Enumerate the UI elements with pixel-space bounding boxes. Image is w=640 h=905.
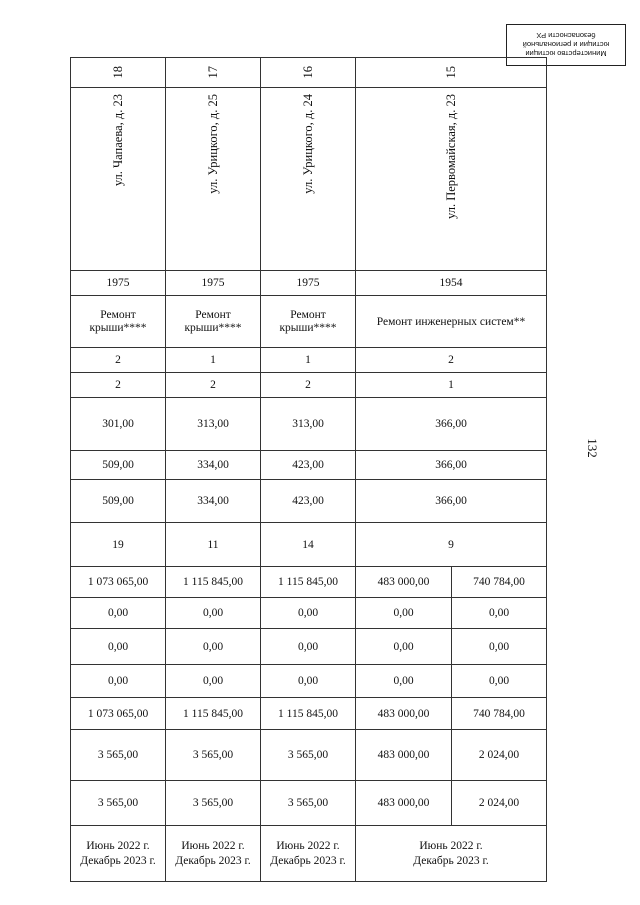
cell-address: ул. Чапаева, д. 23 xyxy=(71,88,166,271)
row-1 xyxy=(71,348,547,373)
cell: 0,00 xyxy=(166,665,261,698)
cell: 2 xyxy=(71,348,166,373)
cell: 0,00 xyxy=(261,598,356,629)
cell-num: 17 xyxy=(166,58,261,88)
cell: 0,00 xyxy=(452,665,547,698)
cell: 0,00 xyxy=(261,629,356,665)
cell: 301,00 xyxy=(71,398,166,451)
money-row xyxy=(71,698,547,730)
row-6 xyxy=(71,523,547,567)
cell: 3 565,00 xyxy=(261,730,356,781)
cell: 313,00 xyxy=(166,398,261,451)
cell: 740 784,00 xyxy=(452,698,547,730)
cell: 0,00 xyxy=(166,598,261,629)
money-row xyxy=(71,598,547,629)
row-3 xyxy=(71,398,547,451)
cell: 0,00 xyxy=(71,598,166,629)
money-row xyxy=(71,781,547,826)
cell: 9 xyxy=(356,523,547,567)
cell-work: Ремонт крыши**** xyxy=(166,296,261,348)
money-row xyxy=(71,730,547,781)
row-period xyxy=(71,826,547,882)
cell: 483 000,00 xyxy=(356,567,452,598)
cell: 1 xyxy=(356,373,547,398)
cell: 483 000,00 xyxy=(356,781,452,826)
cell-address: ул. Первомайская, д. 23 xyxy=(356,88,547,271)
cell-num: 16 xyxy=(261,58,356,88)
cell: 14 xyxy=(261,523,356,567)
cell-num: 18 xyxy=(71,58,166,88)
cell: 1 115 845,00 xyxy=(166,698,261,730)
cell-address: ул. Урицкого, д. 25 xyxy=(166,88,261,271)
cell-address: ул. Урицкого, д. 24 xyxy=(261,88,356,271)
row-number xyxy=(71,58,547,88)
cell: 0,00 xyxy=(71,665,166,698)
cell: 423,00 xyxy=(261,480,356,523)
stamp-line-2: юстиции и региональной xyxy=(522,40,610,50)
cell-work: Ремонт крыши**** xyxy=(71,296,166,348)
cell: 0,00 xyxy=(356,629,452,665)
cell: 1 115 845,00 xyxy=(166,567,261,598)
cell: 366,00 xyxy=(356,398,547,451)
cell: 509,00 xyxy=(71,480,166,523)
cell: 483 000,00 xyxy=(356,730,452,781)
cell: 2 xyxy=(356,348,547,373)
cell-work: Ремонт инженерных систем** xyxy=(356,296,547,348)
cell: 2 024,00 xyxy=(452,781,547,826)
cell: 740 784,00 xyxy=(452,567,547,598)
cell: 0,00 xyxy=(452,629,547,665)
money-row xyxy=(71,567,547,598)
cell-num: 15 xyxy=(356,58,547,88)
cell: 0,00 xyxy=(261,665,356,698)
cell-period: Июнь 2022 г. Декабрь 2023 г. xyxy=(71,826,166,882)
cell: 1 xyxy=(166,348,261,373)
cell: 3 565,00 xyxy=(71,730,166,781)
cell: 19 xyxy=(71,523,166,567)
cell: 366,00 xyxy=(356,451,547,480)
row-5 xyxy=(71,480,547,523)
cell: 0,00 xyxy=(166,629,261,665)
cell: 1 073 065,00 xyxy=(71,567,166,598)
cell: 2 xyxy=(261,373,356,398)
cell: 1 xyxy=(261,348,356,373)
row-2 xyxy=(71,373,547,398)
stamp-line-1: Министерство юстиции xyxy=(525,49,607,59)
cell-period: Июнь 2022 г. Декабрь 2023 г. xyxy=(166,826,261,882)
cell: 2 024,00 xyxy=(452,730,547,781)
cell: 1 115 845,00 xyxy=(261,698,356,730)
cell-year: 1975 xyxy=(261,271,356,296)
money-row xyxy=(71,629,547,665)
row-work-type xyxy=(71,296,547,348)
cell: 0,00 xyxy=(452,598,547,629)
cell: 3 565,00 xyxy=(71,781,166,826)
cell-year: 1975 xyxy=(71,271,166,296)
cell: 0,00 xyxy=(356,598,452,629)
cell: 366,00 xyxy=(356,480,547,523)
housing-repair-table xyxy=(70,57,547,882)
cell: 0,00 xyxy=(71,629,166,665)
row-address xyxy=(71,88,547,271)
cell: 334,00 xyxy=(166,480,261,523)
cell-work: Ремонт крыши**** xyxy=(261,296,356,348)
cell: 1 115 845,00 xyxy=(261,567,356,598)
row-year xyxy=(71,271,547,296)
cell: 0,00 xyxy=(356,665,452,698)
cell: 483 000,00 xyxy=(356,698,452,730)
cell: 2 xyxy=(166,373,261,398)
cell: 334,00 xyxy=(166,451,261,480)
cell: 509,00 xyxy=(71,451,166,480)
cell: 1 073 065,00 xyxy=(71,698,166,730)
cell: 3 565,00 xyxy=(261,781,356,826)
cell: 3 565,00 xyxy=(166,730,261,781)
cell-year: 1975 xyxy=(166,271,261,296)
cell-period: Июнь 2022 г. Декабрь 2023 г. xyxy=(356,826,547,882)
cell-period: Июнь 2022 г. Декабрь 2023 г. xyxy=(261,826,356,882)
cell: 2 xyxy=(71,373,166,398)
page-number: 132 xyxy=(585,438,600,458)
row-4 xyxy=(71,451,547,480)
money-row xyxy=(71,665,547,698)
cell-year: 1954 xyxy=(356,271,547,296)
cell: 313,00 xyxy=(261,398,356,451)
cell: 423,00 xyxy=(261,451,356,480)
cell: 11 xyxy=(166,523,261,567)
cell: 3 565,00 xyxy=(166,781,261,826)
stamp-line-3: безопасности РХ xyxy=(536,31,596,41)
